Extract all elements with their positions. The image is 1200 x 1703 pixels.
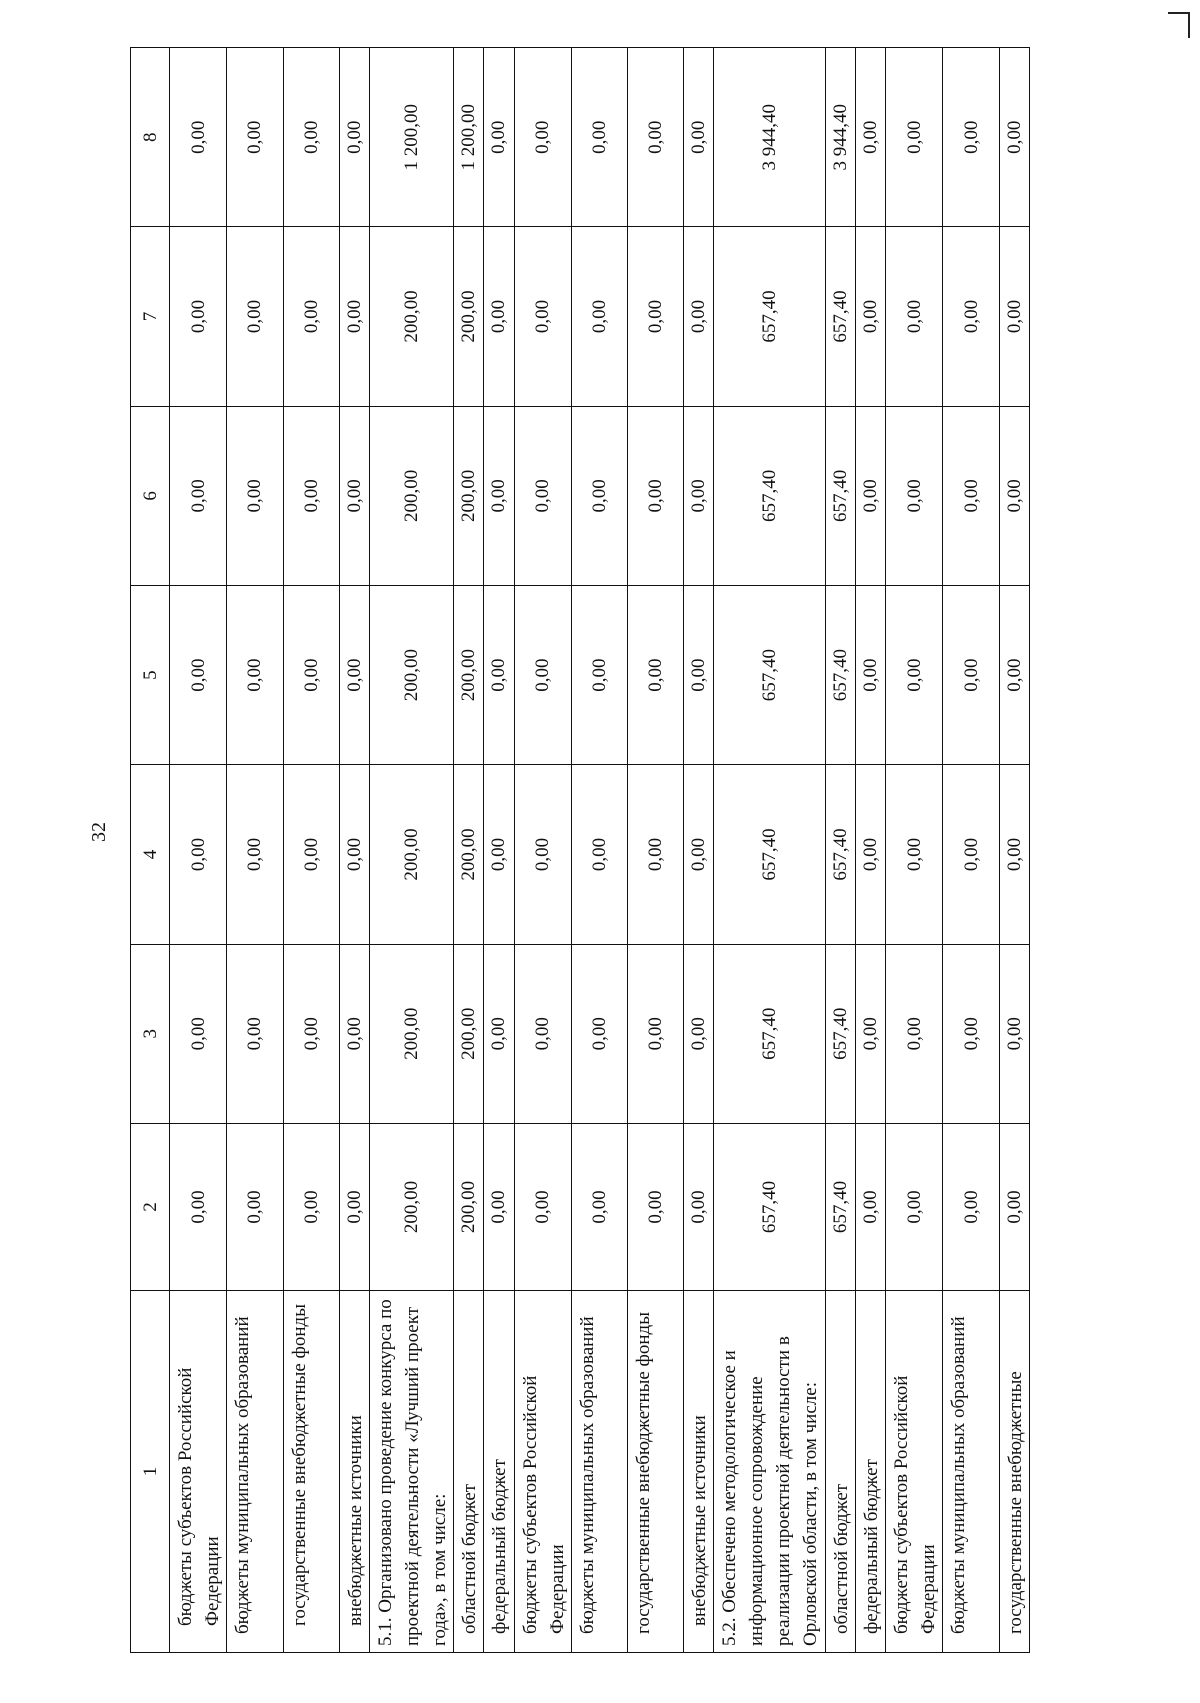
table-cell: 0,00 [684,944,714,1123]
table-cell: 200,00 [369,406,453,585]
table-cell: 0,00 [571,406,627,585]
row-label: 5.2. Обеспечено методологическое и информационное сопровождение реализации проектной деятельности в Орловской области, в том числе: [714,1291,826,1653]
table-cell: 0,00 [170,1123,227,1290]
table-cell: 0,00 [170,944,227,1123]
table-row [714,48,826,1653]
table-cell: 0,00 [484,944,514,1123]
table-cell: 0,00 [339,765,369,944]
table-cell: 0,00 [886,944,943,1123]
table-cell: 200,00 [454,406,484,585]
table-cell: 0,00 [484,1123,514,1290]
table-cell: 657,40 [825,406,855,585]
table-cell: 0,00 [283,1123,339,1290]
table-cell: 0,00 [999,48,1029,227]
table-cell: 657,40 [714,406,826,585]
column-header: 8 [131,48,170,227]
table-cell: 200,00 [454,227,484,406]
table-row [684,48,714,1653]
table-row [454,48,484,1653]
table-cell: 0,00 [484,586,514,765]
table-cell: 0,00 [886,586,943,765]
table-cell: 0,00 [283,227,339,406]
table-row [170,48,227,1653]
table-row [856,48,886,1653]
table-cell: 3 944,40 [825,48,855,227]
row-label: 5.1. Организовано проведение конкурса по проектной деятельности «Лучший проект года», в том числе: [369,1291,453,1653]
table-cell: 0,00 [170,227,227,406]
table-cell: 657,40 [714,765,826,944]
row-label: областной бюджет [454,1291,484,1653]
table-cell: 200,00 [454,765,484,944]
table-row [628,48,684,1653]
table-cell: 0,00 [856,944,886,1123]
table-cell: 0,00 [227,406,283,585]
table-row [943,48,999,1653]
table-cell: 0,00 [628,1123,684,1290]
table-cell: 0,00 [484,227,514,406]
table-cell: 0,00 [227,48,283,227]
table-cell: 0,00 [628,48,684,227]
table-cell: 0,00 [943,765,999,944]
table-cell: 0,00 [628,944,684,1123]
table-cell: 0,00 [628,406,684,585]
table-cell: 657,40 [825,227,855,406]
table-cell: 0,00 [283,765,339,944]
table-cell: 200,00 [369,227,453,406]
table-cell: 0,00 [571,765,627,944]
row-label: государственные внебюджетные фонды [283,1291,339,1653]
column-header: 5 [131,586,170,765]
table-cell: 0,00 [339,1123,369,1290]
table-cell: 0,00 [514,48,571,227]
table-cell: 0,00 [684,586,714,765]
table-cell: 0,00 [283,586,339,765]
table-cell: 0,00 [943,48,999,227]
table-row [339,48,369,1653]
table-cell: 0,00 [514,227,571,406]
table-cell: 200,00 [369,1123,453,1290]
table-row [514,48,571,1653]
table-cell: 0,00 [227,765,283,944]
table-row [571,48,627,1653]
table-cell: 0,00 [170,765,227,944]
column-header: 7 [131,227,170,406]
corner-mark [1168,12,1190,14]
table-cell: 0,00 [170,406,227,585]
table-cell: 0,00 [514,586,571,765]
rotated-table-container [130,47,1030,1653]
table-cell: 0,00 [514,406,571,585]
table-cell: 0,00 [999,406,1029,585]
table-cell: 200,00 [454,1123,484,1290]
table-cell: 0,00 [339,48,369,227]
table-cell: 0,00 [999,1123,1029,1290]
row-label: государственные внебюджетные [999,1291,1029,1653]
row-label: областной бюджет [825,1291,855,1653]
table-cell: 0,00 [339,944,369,1123]
table-cell: 0,00 [170,586,227,765]
table-cell: 0,00 [514,944,571,1123]
table-cell: 657,40 [714,944,826,1123]
table-cell: 0,00 [943,227,999,406]
column-header: 6 [131,406,170,585]
table-cell: 0,00 [227,227,283,406]
table-cell: 657,40 [714,586,826,765]
table-row [999,48,1029,1653]
row-label: федеральный бюджет [856,1291,886,1653]
table-cell: 0,00 [684,227,714,406]
table-cell: 0,00 [227,1123,283,1290]
table-cell: 0,00 [283,944,339,1123]
budget-table [130,47,1030,1653]
table-cell: 0,00 [886,1123,943,1290]
table-cell: 0,00 [227,586,283,765]
table-row [369,48,453,1653]
row-label: бюджеты муниципальных образований [943,1291,999,1653]
table-cell: 657,40 [714,227,826,406]
table-cell: 1 200,00 [369,48,453,227]
table-cell: 0,00 [943,406,999,585]
table-cell: 0,00 [886,765,943,944]
table-cell: 0,00 [684,406,714,585]
table-cell: 0,00 [484,406,514,585]
table-row [227,48,283,1653]
table-cell: 0,00 [856,227,886,406]
table-cell: 0,00 [339,406,369,585]
table-cell: 0,00 [856,586,886,765]
table-cell: 0,00 [514,765,571,944]
table-cell: 0,00 [684,1123,714,1290]
row-label: бюджеты субъектов Российской Федерации [170,1291,227,1653]
table-cell: 0,00 [999,765,1029,944]
table-cell: 657,40 [825,586,855,765]
row-label: бюджеты субъектов Российской Федерации [886,1291,943,1653]
table-cell: 0,00 [283,48,339,227]
header-row [131,48,170,1653]
table-row [886,48,943,1653]
table-cell: 0,00 [339,586,369,765]
table-cell: 657,40 [825,944,855,1123]
table-cell: 0,00 [943,586,999,765]
table-row [825,48,855,1653]
table-cell: 0,00 [886,406,943,585]
table-cell: 0,00 [628,227,684,406]
table-cell: 0,00 [283,406,339,585]
table-cell: 200,00 [369,586,453,765]
table-cell: 0,00 [886,227,943,406]
table-cell: 0,00 [856,765,886,944]
table-cell: 0,00 [484,765,514,944]
table-cell: 0,00 [628,765,684,944]
column-header: 2 [131,1123,170,1290]
table-cell: 1 200,00 [454,48,484,227]
table-cell: 200,00 [369,765,453,944]
row-label: федеральный бюджет [484,1291,514,1653]
table-cell: 0,00 [571,48,627,227]
table-cell: 0,00 [943,944,999,1123]
table-cell: 0,00 [684,48,714,227]
table-cell: 0,00 [628,586,684,765]
table-cell: 0,00 [514,1123,571,1290]
table-cell: 3 944,40 [714,48,826,227]
table-cell: 0,00 [999,586,1029,765]
table-cell: 0,00 [571,227,627,406]
row-label: бюджеты муниципальных образований [227,1291,283,1653]
row-label: государственные внебюджетные фонды [628,1291,684,1653]
table-cell: 0,00 [943,1123,999,1290]
table-cell: 0,00 [999,944,1029,1123]
table-cell: 200,00 [454,586,484,765]
column-header: 3 [131,944,170,1123]
corner-mark [1188,12,1190,38]
table-cell: 200,00 [369,944,453,1123]
table-row [484,48,514,1653]
table-cell: 200,00 [454,944,484,1123]
row-label: внебюджетные источники [684,1291,714,1653]
table-cell: 657,40 [714,1123,826,1290]
page-number: 32 [88,822,110,842]
table-cell: 0,00 [571,944,627,1123]
column-header: 1 [131,1291,170,1653]
table-cell: 0,00 [999,227,1029,406]
table-cell: 0,00 [856,1123,886,1290]
table-cell: 0,00 [856,406,886,585]
table-cell: 0,00 [227,944,283,1123]
table-cell: 0,00 [856,48,886,227]
table-cell: 0,00 [339,227,369,406]
table-cell: 0,00 [886,48,943,227]
row-label: бюджеты субъектов Российской Федерации [514,1291,571,1653]
column-header: 4 [131,765,170,944]
table-cell: 0,00 [571,1123,627,1290]
table-cell: 0,00 [170,48,227,227]
table-cell: 0,00 [571,586,627,765]
table-cell: 0,00 [484,48,514,227]
table-cell: 657,40 [825,1123,855,1290]
table-cell: 0,00 [684,765,714,944]
table-cell: 657,40 [825,765,855,944]
row-label: бюджеты муниципальных образований [571,1291,627,1653]
table-row [283,48,339,1653]
row-label: внебюджетные источники [339,1291,369,1653]
